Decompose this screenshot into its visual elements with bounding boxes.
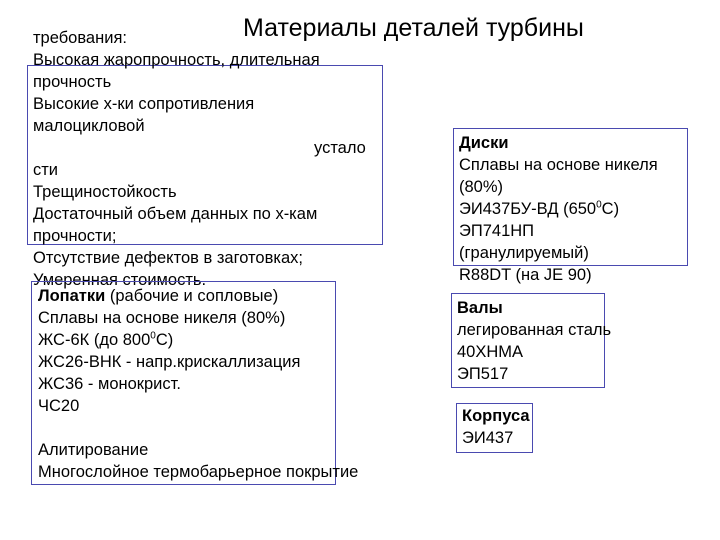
requirement-line: прочность bbox=[33, 73, 112, 91]
requirement-line: малоцикловой bbox=[33, 117, 145, 135]
blades-heading: Лопатки bbox=[38, 287, 106, 305]
disks-line: (80%) bbox=[459, 178, 504, 196]
shafts-text bbox=[457, 297, 611, 385]
superscript: 0 bbox=[150, 330, 156, 342]
superscript: 0 bbox=[596, 199, 602, 211]
requirement-line: устало bbox=[314, 139, 366, 157]
requirement-line: Достаточный объем данных по х-кам bbox=[33, 205, 318, 223]
page-title: Материалы деталей турбины bbox=[243, 14, 584, 42]
disks-line-text: С) bbox=[601, 200, 620, 218]
disks-line-text: ЭИ437БУ-ВД (650 bbox=[459, 200, 597, 218]
requirement-line: Отсутствие дефектов в заготовках; bbox=[33, 249, 303, 267]
requirements-header: требования: bbox=[33, 29, 127, 47]
casings-text bbox=[462, 405, 530, 449]
blades-line-text: С) bbox=[155, 331, 174, 349]
blades-line: ЧС20 bbox=[38, 397, 80, 415]
casings-line: ЭИ437 bbox=[462, 429, 514, 447]
blades-line: Алитирование bbox=[38, 441, 149, 459]
disks-text bbox=[459, 132, 658, 286]
disks-heading: Диски bbox=[459, 134, 509, 152]
blades-line: Сплавы на основе никеля (80%) bbox=[38, 309, 286, 327]
shafts-heading: Валы bbox=[457, 299, 503, 317]
requirement-line: прочности; bbox=[33, 227, 117, 245]
requirement-line: Умеренная стоимость. bbox=[33, 271, 207, 289]
casings-heading: Корпуса bbox=[462, 407, 530, 425]
blades-line: Многослойное термобарьерное покрытие bbox=[38, 463, 359, 481]
disks-line: ЭП741НП bbox=[459, 222, 535, 240]
blades-line: ЖС26-ВНК - напр.крискаллизация bbox=[38, 353, 301, 371]
blades-line-text: ЖС-6К (до 800 bbox=[38, 331, 151, 349]
requirement-line: Трещиностойкость bbox=[33, 183, 177, 201]
blades-heading-rest: (рабочие и сопловые) bbox=[105, 287, 279, 305]
disks-line: Сплавы на основе никеля bbox=[459, 156, 658, 174]
requirement-line: сти bbox=[33, 161, 59, 179]
disks-line: (гранулируемый) bbox=[459, 244, 589, 262]
requirement-line: Высокие х-ки сопротивления bbox=[33, 95, 255, 113]
shafts-line: 40ХНМА bbox=[457, 343, 524, 361]
disks-line bbox=[459, 198, 658, 220]
shafts-line: легированная сталь bbox=[457, 321, 612, 339]
blades-line bbox=[38, 329, 358, 351]
blades-line: ЖС36 - монокрист. bbox=[38, 375, 181, 393]
shafts-line: ЭП517 bbox=[457, 365, 509, 383]
blades-heading-line bbox=[38, 285, 358, 307]
disks-line: R88DT (на JE 90) bbox=[459, 266, 592, 284]
spacer bbox=[38, 417, 358, 439]
requirement-line: Высокая жаропрочность, длительная bbox=[33, 51, 320, 69]
blades-text bbox=[38, 285, 358, 483]
